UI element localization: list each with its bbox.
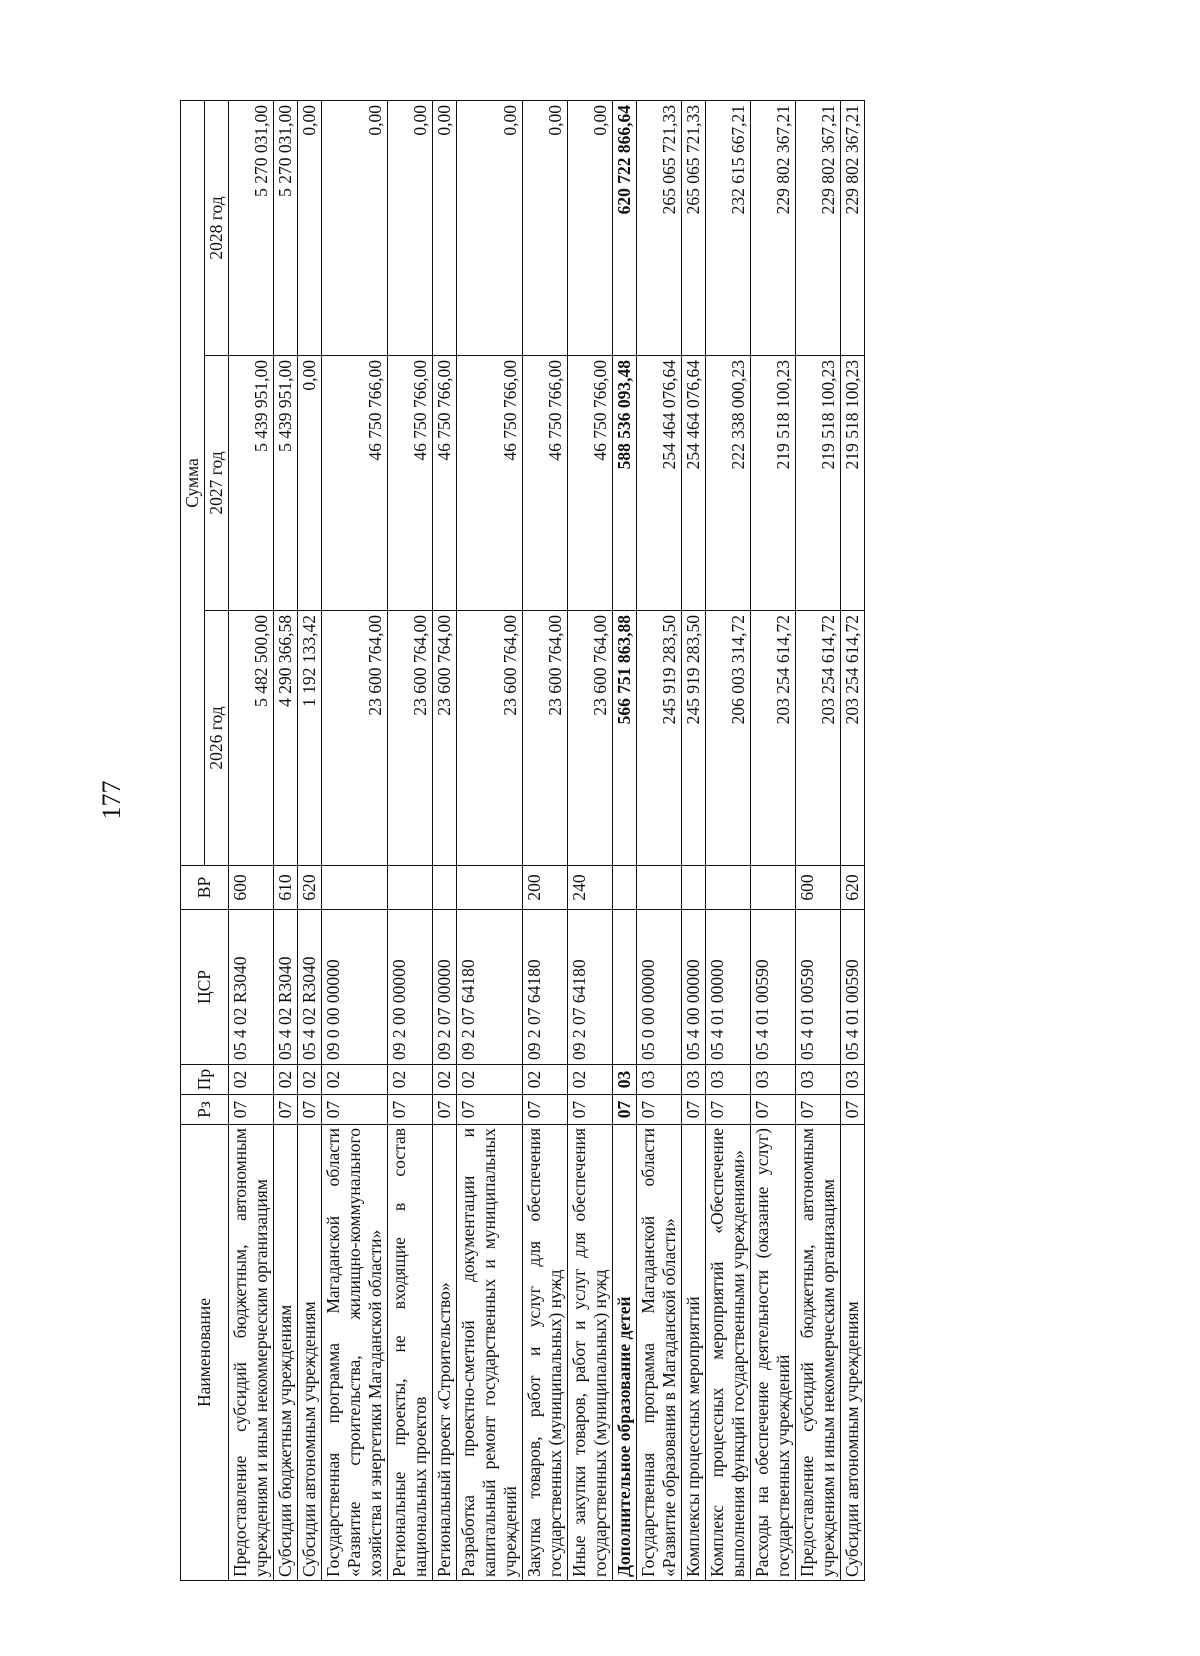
- row-sum-2028: 0,00: [388, 100, 433, 355]
- row-sum-2028: 5 270 031,00: [274, 100, 298, 355]
- row-csr: 05 4 01 00590: [841, 910, 865, 1065]
- row-name: Предоставление субсидий бюджетным, автономным учреждениям и иным некоммерческим организациям: [796, 1125, 841, 1581]
- row-sum-2026: 203 254 614,72: [751, 611, 796, 866]
- row-name: Региональный проект «Строительство»: [433, 1125, 457, 1581]
- row-sum-2026: 206 003 314,72: [706, 611, 751, 866]
- row-pr: 02: [229, 1065, 274, 1095]
- row-csr: 09 2 07 64180: [568, 910, 613, 1065]
- row-csr: 05 4 01 00590: [751, 910, 796, 1065]
- row-vr: [433, 866, 457, 910]
- row-rz: 07: [841, 1095, 865, 1125]
- row-name: Комплексы процессных мероприятий: [682, 1125, 706, 1581]
- table-row: [796, 100, 841, 1580]
- row-sum-2027: 0,00: [298, 356, 322, 611]
- row-sum-2026: 23 600 764,00: [388, 611, 433, 866]
- table-body: [229, 100, 865, 1580]
- row-vr: [751, 866, 796, 910]
- row-rz: 07: [322, 1095, 388, 1125]
- row-sum-2027: 46 750 766,00: [457, 356, 523, 611]
- row-sum-2027: 254 464 076,64: [682, 356, 706, 611]
- row-sum-2028: 265 065 721,33: [637, 100, 682, 355]
- row-name: Закупка товаров, работ и услуг для обеспечения государственных (муниципальных) нужд: [523, 1125, 568, 1581]
- row-rz: 07: [457, 1095, 523, 1125]
- header-name: Наименование: [181, 1125, 229, 1581]
- row-pr: 02: [274, 1065, 298, 1095]
- row-sum-2027: 46 750 766,00: [568, 356, 613, 611]
- row-sum-2027: 219 518 100,23: [796, 356, 841, 611]
- row-pr: 03: [841, 1065, 865, 1095]
- row-pr: 03: [682, 1065, 706, 1095]
- row-pr: 02: [568, 1065, 613, 1095]
- row-sum-2028: 232 615 667,21: [706, 100, 751, 355]
- row-sum-2028: 0,00: [523, 100, 568, 355]
- row-name: Дополнительное образование детей: [613, 1125, 637, 1581]
- row-name: Субсидии бюджетным учреждениям: [274, 1125, 298, 1581]
- row-csr: [613, 910, 637, 1065]
- row-sum-2028: 0,00: [457, 100, 523, 355]
- row-csr: 09 2 07 00000: [433, 910, 457, 1065]
- row-rz: 07: [568, 1095, 613, 1125]
- header-vr: ВР: [181, 866, 229, 910]
- row-rz: 07: [298, 1095, 322, 1125]
- table-row: [613, 100, 637, 1580]
- row-sum-2028: 5 270 031,00: [229, 100, 274, 355]
- row-sum-2027: 5 439 951,00: [229, 356, 274, 611]
- row-sum-2028: 0,00: [568, 100, 613, 355]
- row-sum-2026: 566 751 863,88: [613, 611, 637, 866]
- table-row: [841, 100, 865, 1580]
- row-rz: 07: [388, 1095, 433, 1125]
- row-sum-2027: 5 439 951,00: [274, 356, 298, 611]
- header-2026: 2026 год: [205, 611, 229, 866]
- row-pr: 02: [322, 1065, 388, 1095]
- row-sum-2027: 219 518 100,23: [841, 356, 865, 611]
- row-pr: 02: [457, 1065, 523, 1095]
- row-rz: 07: [613, 1095, 637, 1125]
- row-pr: 03: [751, 1065, 796, 1095]
- row-vr: [682, 866, 706, 910]
- row-rz: 07: [751, 1095, 796, 1125]
- row-csr: 05 0 00 00000: [637, 910, 682, 1065]
- header-pr: Пр: [181, 1065, 229, 1095]
- row-name: Субсидии автономным учреждениям: [298, 1125, 322, 1581]
- row-name: Комплекс процессных мероприятий «Обеспечение выполнения функций государственными учреждениями»: [706, 1125, 751, 1581]
- row-csr: 09 2 07 64180: [457, 910, 523, 1065]
- row-csr: 05 4 02 R3040: [229, 910, 274, 1065]
- table-row: [298, 100, 322, 1580]
- table-row: [568, 100, 613, 1580]
- table-row: [682, 100, 706, 1580]
- row-sum-2026: 23 600 764,00: [457, 611, 523, 866]
- row-sum-2026: 1 192 133,42: [298, 611, 322, 866]
- row-pr: 02: [523, 1065, 568, 1095]
- row-sum-2028: 229 802 367,21: [751, 100, 796, 355]
- row-pr: 03: [796, 1065, 841, 1095]
- row-sum-2027: 254 464 076,64: [637, 356, 682, 611]
- row-sum-2026: 203 254 614,72: [841, 611, 865, 866]
- row-sum-2026: 5 482 500,00: [229, 611, 274, 866]
- row-sum-2027: 46 750 766,00: [322, 356, 388, 611]
- row-name: Иные закупки товаров, работ и услуг для обеспечения государственных (муниципальных) нужд: [568, 1125, 613, 1581]
- header-rz: Рз: [181, 1095, 229, 1125]
- row-sum-2028: 620 722 866,64: [613, 100, 637, 355]
- row-sum-2027: 219 518 100,23: [751, 356, 796, 611]
- row-name: Региональные проекты, не входящие в состав национальных проектов: [388, 1125, 433, 1581]
- row-sum-2027: 46 750 766,00: [433, 356, 457, 611]
- row-csr: 05 4 02 R3040: [298, 910, 322, 1065]
- row-rz: 07: [706, 1095, 751, 1125]
- row-name: Разработка проектно-сметной документации и капитальный ремонт государственных и муниципальных учреждений: [457, 1125, 523, 1581]
- header-sum: Сумма: [181, 100, 205, 865]
- header-2028: 2028 год: [205, 100, 229, 355]
- row-sum-2026: 23 600 764,00: [322, 611, 388, 866]
- row-sum-2028: 229 802 367,21: [796, 100, 841, 355]
- row-rz: 07: [523, 1095, 568, 1125]
- row-sum-2026: 4 290 366,58: [274, 611, 298, 866]
- table-row: [229, 100, 274, 1580]
- row-pr: 02: [433, 1065, 457, 1095]
- row-vr: 620: [841, 866, 865, 910]
- row-sum-2026: 245 919 283,50: [637, 611, 682, 866]
- row-name: Субсидии автономным учреждениям: [841, 1125, 865, 1581]
- row-rz: 07: [274, 1095, 298, 1125]
- table-row: [274, 100, 298, 1580]
- row-pr: 02: [298, 1065, 322, 1095]
- row-vr: 610: [274, 866, 298, 910]
- row-name: Государственная программа Магаданской области «Развитие образования в Магаданской области»: [637, 1125, 682, 1581]
- rotated-budget-table-wrapper: [180, 101, 865, 1581]
- row-csr: 09 2 07 64180: [523, 910, 568, 1065]
- header-csr: ЦСР: [181, 910, 229, 1065]
- row-name: Предоставление субсидий бюджетным, автономным учреждениям и иным некоммерческим организациям: [229, 1125, 274, 1581]
- row-csr: 09 0 00 00000: [322, 910, 388, 1065]
- row-csr: 05 4 00 00000: [682, 910, 706, 1065]
- row-name: Расходы на обеспечение деятельности (оказание услуг) государственных учреждений: [751, 1125, 796, 1581]
- row-vr: 200: [523, 866, 568, 910]
- row-vr: [322, 866, 388, 910]
- row-rz: 07: [796, 1095, 841, 1125]
- table-row: [457, 100, 523, 1580]
- table-header: [181, 100, 229, 1580]
- row-sum-2027: 46 750 766,00: [388, 356, 433, 611]
- row-sum-2028: 229 802 367,21: [841, 100, 865, 355]
- page-number: 177: [97, 780, 126, 820]
- row-rz: 07: [682, 1095, 706, 1125]
- table-row: [637, 100, 682, 1580]
- row-pr: 03: [613, 1065, 637, 1095]
- row-vr: [388, 866, 433, 910]
- table-row: [388, 100, 433, 1580]
- row-vr: [637, 866, 682, 910]
- budget-table: [180, 100, 865, 1581]
- row-sum-2026: 245 919 283,50: [682, 611, 706, 866]
- row-sum-2027: 46 750 766,00: [523, 356, 568, 611]
- row-rz: 07: [229, 1095, 274, 1125]
- row-vr: [706, 866, 751, 910]
- table-row: [433, 100, 457, 1580]
- row-sum-2028: 0,00: [298, 100, 322, 355]
- row-rz: 07: [433, 1095, 457, 1125]
- row-csr: 05 4 01 00590: [796, 910, 841, 1065]
- row-sum-2027: 222 338 000,23: [706, 356, 751, 611]
- row-rz: 07: [637, 1095, 682, 1125]
- table-row: [322, 100, 388, 1580]
- table-row: [751, 100, 796, 1580]
- row-vr: 620: [298, 866, 322, 910]
- row-name: Государственная программа Магаданской области «Развитие строительства, жилищно-коммунального хозяйства и энергетики Магаданской области»: [322, 1125, 388, 1581]
- row-pr: 03: [706, 1065, 751, 1095]
- row-vr: 240: [568, 866, 613, 910]
- row-csr: 05 4 02 R3040: [274, 910, 298, 1065]
- row-sum-2028: 265 065 721,33: [682, 100, 706, 355]
- row-pr: 02: [388, 1065, 433, 1095]
- row-pr: 03: [637, 1065, 682, 1095]
- row-sum-2026: 203 254 614,72: [796, 611, 841, 866]
- row-vr: [457, 866, 523, 910]
- row-sum-2026: 23 600 764,00: [523, 611, 568, 866]
- row-sum-2026: 23 600 764,00: [568, 611, 613, 866]
- row-sum-2026: 23 600 764,00: [433, 611, 457, 866]
- row-csr: 09 2 00 00000: [388, 910, 433, 1065]
- row-vr: 600: [229, 866, 274, 910]
- row-csr: 05 4 01 00000: [706, 910, 751, 1065]
- row-sum-2028: 0,00: [322, 100, 388, 355]
- row-vr: 600: [796, 866, 841, 910]
- table-row: [523, 100, 568, 1580]
- row-vr: [613, 866, 637, 910]
- row-sum-2028: 0,00: [433, 100, 457, 355]
- row-sum-2027: 588 536 093,48: [613, 356, 637, 611]
- header-2027: 2027 год: [205, 356, 229, 611]
- table-row: [706, 100, 751, 1580]
